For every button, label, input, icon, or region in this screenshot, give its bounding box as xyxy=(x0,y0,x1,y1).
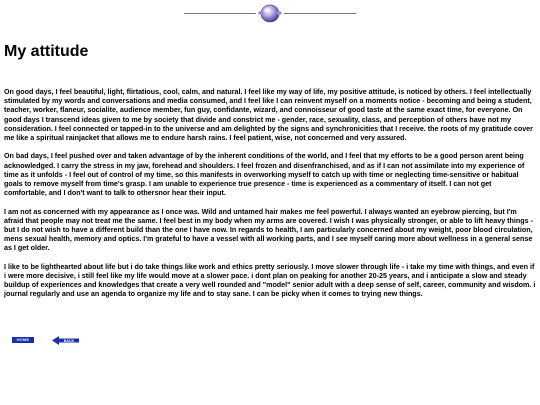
paragraph-appearance-health: I am not as concerned with my appearance as I once was. Wild and untamed hair makes me feel powerful. I always wanted an eyebrow piercing, but I'm afraid that people may not treat me the same. I feel best in my body when my arms are covered. I wish I was physically stronger, or able to lift heavy things - but I do not wish to have a different build than the one I have now. In regards to health, I am particularly concerned about my weight, poor blood circulation, mens sexual health, memory and optics. I'm grateful to have a vessel with all working parts, and I see myself caring more about wellness in a general sense as I get older. xyxy=(4,207,533,253)
paragraph-bad-days: On bad days, I feel pushed over and taken advantage of by the inherent conditions of the world, and I feel that my efforts to be a good person arent being acknowledged. I carry the stress in my jaw, forehead and shoulders. I feel frozen and disenfranchised, and as if I can not assimilate into my experience of time as it unfolds - I feel out of control of my time, so this manifests in overworking myself to catch up with time or neglecting time-sensitive or habitual goals to remove myself from time's grasp. I am unable to experience true presence - time is experienced as a commentary of itself. I can not get comfortable, and I don't want to talk to othersnor hear their input. xyxy=(4,152,525,198)
ornament-orb-icon xyxy=(256,3,284,24)
divider-line-right xyxy=(284,13,356,14)
back-label: BACK xyxy=(63,339,75,343)
home-button[interactable]: HOME xyxy=(12,337,34,343)
bottom-navigation xyxy=(12,337,92,347)
header-divider xyxy=(184,3,356,25)
paragraph-good-days: On good days, I feel beautiful, light, flirtatious, cool, calm, and natural. I feel like my way of life, my positive attitude, is noticed by others. I feel intellectually stimulated by my words and conversations and media consumed, and I feel like I can reinvent myself on a moments notice - becoming and being a student, teacher, worker, flaneur, socialite, audience member, fun guy, confidante, wizard, and connoisseur of good taste at the same exact time, for everyone. On good days I transcend ideas given to me by society that divide and constrict me - gender, race, sexuality, class, and perception of others have not my consideration. I feel connected or tapped-in to the universe and am delighted by the signs and synchronicities that I receive. the roots of my gratitude cover me like a spiritual rainjacket that allows me to endure harsh rains. I feel patient, wise, not concerned and very assured. xyxy=(4,88,533,143)
page-title: My attitude xyxy=(4,43,89,60)
back-arrow-icon[interactable] xyxy=(52,336,80,345)
paragraph-lifestyle: I like to be lighthearted about life but i do take things like work and ethics pretty seriously. I move slower through life - i take my time with things, and even if i were more decisive, i still feel like my life would move at a slower pace. i dont plan on peaking for another 20-25 years, and i anticipate a slow and steady buildup of experiences and knowledges that create a very well rounded and "model" senior adult with a deep sense of self, career, community and wisdom. i journal regularly and use an agenda to organize my life and to stay sane. I can be picky when it comes to trying new things. xyxy=(4,262,536,299)
divider-line-left xyxy=(184,13,256,14)
content-body xyxy=(4,88,536,309)
